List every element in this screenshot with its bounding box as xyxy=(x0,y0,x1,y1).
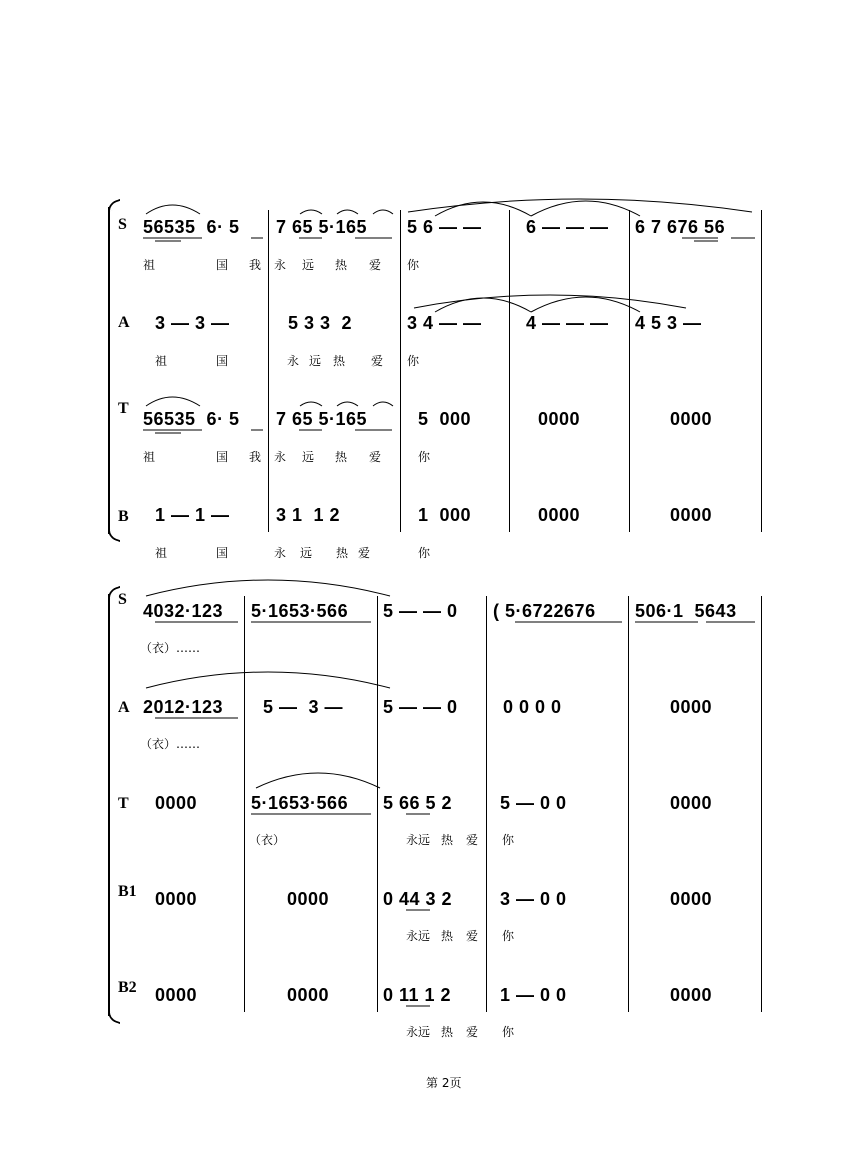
measure-notes: 1 000 xyxy=(418,505,472,525)
lyric-syllable: 永 xyxy=(274,450,287,464)
measure-notes: 5 — — 0 xyxy=(383,697,458,717)
measure-notes: 0000 xyxy=(155,793,198,813)
lyric-syllable: 祖 xyxy=(155,546,168,560)
part-label-soprano: S xyxy=(118,216,127,233)
slur xyxy=(373,402,393,406)
lyric-syllable: 远 xyxy=(309,354,322,368)
part-label-bass-1: B1 xyxy=(118,883,137,900)
measure-notes: 56535 6· 5 xyxy=(143,217,240,237)
measure-notes: 0000 xyxy=(538,409,581,429)
measure-notes: 0000 xyxy=(287,889,330,909)
lyric-syllable: 永远 xyxy=(406,833,431,847)
measure-notes: 56535 6· 5 xyxy=(143,409,240,429)
lyric-syllable: 热 xyxy=(336,546,349,560)
slur xyxy=(146,205,200,214)
lyric-syllable: 爱 xyxy=(358,546,371,560)
measure-notes: 5 66 5 2 xyxy=(383,793,453,813)
lyric-syllable: 国 xyxy=(216,354,229,368)
part-label-alto: A xyxy=(118,699,130,716)
lyric-syllable: 你 xyxy=(407,258,420,272)
measure-notes: 1 — 0 0 xyxy=(500,985,567,1005)
part-label-tenor: T xyxy=(118,400,129,417)
lyric-syllable: 热 xyxy=(333,354,346,368)
measure-notes: 4 5 3 — xyxy=(635,313,702,333)
measure-notes: 5 — 0 0 xyxy=(500,793,567,813)
lyric-syllable: 热 xyxy=(335,258,348,272)
lyric-syllable: 热 xyxy=(335,450,348,464)
lyric-syllable: （衣） xyxy=(249,833,286,847)
measure-notes: 0000 xyxy=(670,409,713,429)
lyric-syllable: 远 xyxy=(302,450,315,464)
lyric-syllable: （衣）…… xyxy=(140,641,201,655)
measure-notes: 0000 xyxy=(670,889,713,909)
lyric-syllable: 爱 xyxy=(466,1025,479,1039)
slur xyxy=(300,210,322,214)
measure-notes: 0000 xyxy=(670,985,713,1005)
slur xyxy=(146,397,200,406)
measure-notes: 6 — — — xyxy=(526,217,609,237)
lyric-syllable: 热 xyxy=(441,929,454,943)
measure-notes: 5 3 3 2 xyxy=(288,313,353,333)
slur xyxy=(300,402,322,406)
lyric-syllable: 我 xyxy=(249,450,262,464)
measure-notes: 0000 xyxy=(155,985,198,1005)
part-label-soprano: S xyxy=(118,591,127,608)
lyric-syllable: 永远 xyxy=(406,1025,431,1039)
lyric-syllable: 你 xyxy=(502,1025,515,1039)
lyric-syllable: （衣）…… xyxy=(140,737,201,751)
measure-notes: 0000 xyxy=(287,985,330,1005)
lyric-syllable: 国 xyxy=(216,546,229,560)
measure-notes: 5 000 xyxy=(418,409,472,429)
measure-notes: 0000 xyxy=(670,793,713,813)
measure-notes: 5 — 3 — xyxy=(263,697,344,717)
lyric-syllable: 远 xyxy=(302,258,315,272)
measure-notes: 4032·123 xyxy=(143,601,224,621)
slur xyxy=(414,295,686,308)
slurs xyxy=(146,199,752,788)
measure-notes: 5 6 — — xyxy=(407,217,482,237)
lyric-syllable: 祖 xyxy=(155,354,168,368)
slur xyxy=(256,773,380,788)
measure-notes: 0000 xyxy=(155,889,198,909)
measure-notes: 0 0 0 0 xyxy=(503,697,562,717)
beam-underlines xyxy=(143,238,755,1006)
measure-notes: 4 — — — xyxy=(526,313,609,333)
lyric-syllable: 祖 xyxy=(143,450,156,464)
slur xyxy=(531,201,640,216)
part-label-bass-2: B2 xyxy=(118,979,137,996)
lyric-syllable: 你 xyxy=(502,929,515,943)
lyric-syllable: 国 xyxy=(216,450,229,464)
measure-notes: 2012·123 xyxy=(143,697,224,717)
slur xyxy=(337,402,358,406)
lyric-syllable: 永 xyxy=(287,354,300,368)
slur xyxy=(435,202,531,216)
lyric-syllable: 热 xyxy=(441,833,454,847)
slur xyxy=(373,210,393,214)
measure-notes: 5 — — 0 xyxy=(383,601,458,621)
measure-notes: 506·1 5643 xyxy=(635,601,737,621)
slur xyxy=(435,298,531,312)
lyric-syllable: 我 xyxy=(249,258,262,272)
lyric-syllable: 你 xyxy=(502,833,515,847)
lyric-syllable: 永 xyxy=(274,546,287,560)
slur xyxy=(146,672,390,688)
measure-notes: 7 65 5·165 xyxy=(276,409,368,429)
measure-notes: 0 11 1 2 xyxy=(383,985,452,1005)
measure-notes: 3 4 — — xyxy=(407,313,482,333)
measure-notes: 7 65 5·165 xyxy=(276,217,368,237)
page-number: 第 2页 xyxy=(426,1076,462,1090)
lyric-syllable: 你 xyxy=(407,354,420,368)
lyric-syllable: 远 xyxy=(300,546,313,560)
lyric-syllable: 祖 xyxy=(143,258,156,272)
measure-notes: 3 — 3 — xyxy=(155,313,230,333)
lyric-syllable: 国 xyxy=(216,258,229,272)
lyric-syllable: 热 xyxy=(441,1025,454,1039)
measure-notes: 0000 xyxy=(670,697,713,717)
measure-notes: 0000 xyxy=(538,505,581,525)
slur xyxy=(146,580,390,596)
part-label-tenor: T xyxy=(118,795,129,812)
measure-notes: ( 5·6722676 xyxy=(493,601,596,621)
measure-notes: 5·1653·566 xyxy=(251,793,349,813)
measure-notes: 0 44 3 2 xyxy=(383,889,453,909)
measure-notes: 5·1653·566 xyxy=(251,601,349,621)
part-label-alto: A xyxy=(118,314,130,331)
lyric-syllable: 爱 xyxy=(369,450,382,464)
measure-notes: 0000 xyxy=(670,505,713,525)
lyric-syllable: 永 xyxy=(274,258,287,272)
measure-notes: 6 7 676 56 xyxy=(635,217,726,237)
lyric-syllable: 爱 xyxy=(466,929,479,943)
measure-notes: 1 — 1 — xyxy=(155,505,230,525)
slur xyxy=(337,210,358,214)
lyric-syllable: 爱 xyxy=(466,833,479,847)
lyric-syllable: 爱 xyxy=(371,354,384,368)
lyric-syllable: 你 xyxy=(418,450,431,464)
lyric-syllable: 你 xyxy=(418,546,431,560)
part-label-bass: B xyxy=(118,508,129,525)
measure-notes: 3 1 1 2 xyxy=(276,505,341,525)
measure-notes: 3 — 0 0 xyxy=(500,889,567,909)
lyric-syllable: 永远 xyxy=(406,929,431,943)
lyric-syllable: 爱 xyxy=(369,258,382,272)
